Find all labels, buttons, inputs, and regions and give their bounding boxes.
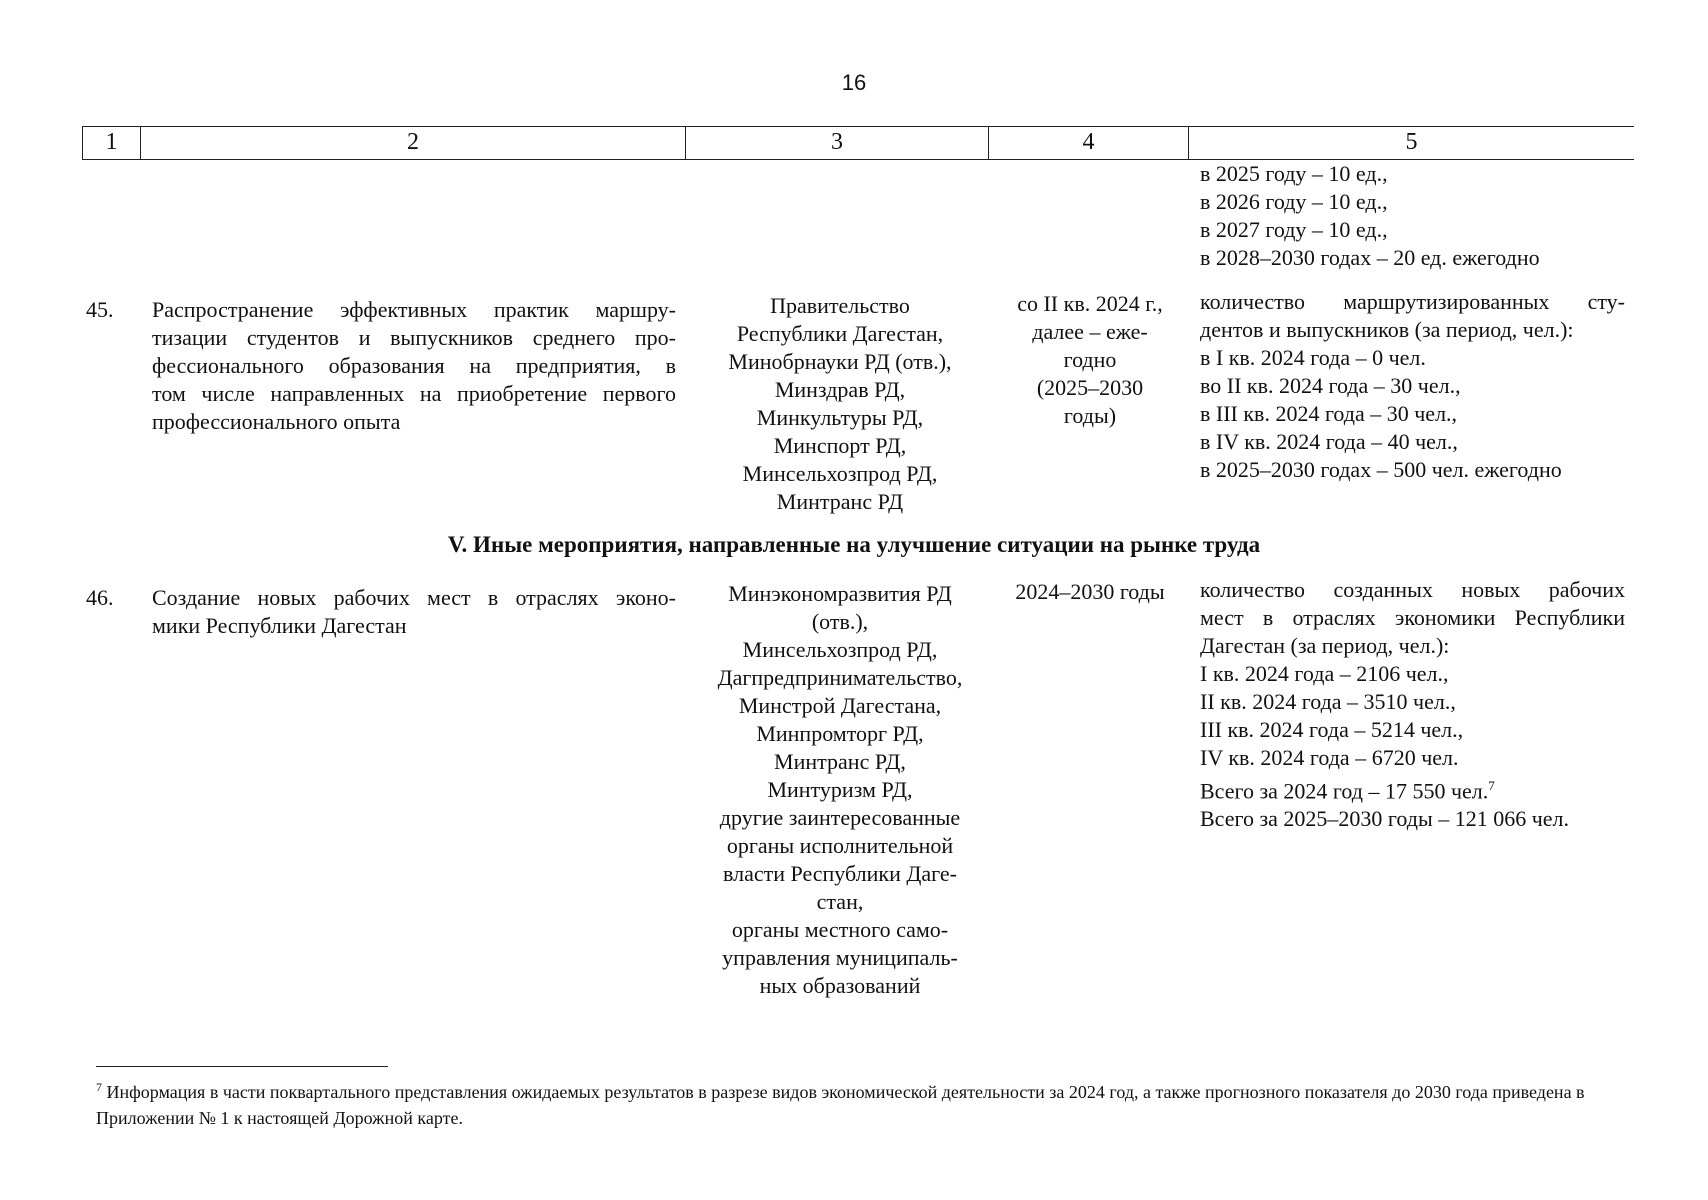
result-line: мест в отраслях экономики Республики (1200, 605, 1625, 630)
result-line: во II кв. 2024 года – 30 чел., (1200, 373, 1461, 398)
description-line: мики Республики Дагестан (152, 613, 407, 638)
term-line: 2024–2030 годы (1015, 579, 1165, 604)
result-line: количество маршрутизированных сту- (1200, 289, 1625, 314)
page-number: 16 (841, 70, 867, 95)
description-line: тизации студентов и выпускников среднего про- (152, 325, 676, 350)
total-2024-text: Всего за 2024 год – 17 550 чел. (1200, 778, 1489, 804)
responsible-line: власти Республики Даге- (723, 861, 957, 886)
footnote-mark: 7 (96, 1080, 102, 1094)
responsible-line: органы исполнительной (726, 833, 954, 858)
responsible-line: Минобрнауки РД (отв.), (728, 349, 952, 374)
description-line: том числе направленных на приобретение первого (152, 381, 676, 406)
responsible-line: ных образований (759, 973, 921, 998)
responsible-line: Республики Дагестан, (736, 321, 944, 346)
row-45-description (152, 296, 676, 436)
term-line: (2025–2030 (1036, 375, 1144, 400)
responsible-line: Минсельхозпрод РД, (742, 637, 938, 662)
responsible-line: Минтуризм РД, (767, 777, 913, 802)
header-col-5: 5 (1405, 129, 1418, 155)
row-46-number: 46. (86, 585, 114, 610)
result-line: количество созданных новых рабочих (1200, 577, 1625, 602)
row-46-description (152, 584, 676, 640)
responsible-line: Минсельхозпрод РД, (742, 461, 938, 486)
header-col-1: 1 (82, 127, 141, 159)
result-line: в I кв. 2024 года – 0 чел. (1200, 345, 1426, 370)
responsible-line: Минтранс РД, (774, 749, 906, 774)
footnote-divider (96, 1066, 388, 1067)
result-line: Всего за 2025–2030 годы – 121 066 чел. (1200, 806, 1570, 832)
result-line: в III кв. 2024 года – 30 чел., (1200, 401, 1458, 426)
responsible-line: Минкультуры РД, (756, 405, 924, 430)
responsible-line: Минздрав РД, (774, 377, 906, 402)
result-line: в 2028–2030 годах – 20 ед. ежегодно (1200, 245, 1540, 270)
description-line: фессионального образования на предприятия, в (152, 353, 676, 378)
header-col-4: 4 (989, 127, 1189, 159)
section-title: V. Иные мероприятия, направленные на улучшение ситуации на рынке труда (447, 532, 1261, 557)
description-line: профессионального опыта (152, 409, 401, 434)
result-line: в 2025–2030 годах – 500 чел. ежегодно (1200, 457, 1562, 482)
responsible-line: Минстрой Дагестана, (738, 693, 942, 718)
result-line: III кв. 2024 года – 5214 чел., (1200, 717, 1464, 742)
result-line: Дагестан (за период, чел.): (1200, 633, 1450, 658)
row-45-responsible (690, 292, 990, 516)
row-46-responsible (690, 580, 990, 1000)
responsible-line: Минэкономразвития РД (728, 581, 952, 606)
row-45-term (995, 290, 1185, 430)
responsible-line: управления муниципаль- (722, 945, 958, 970)
header-col-3: 3 (686, 127, 989, 159)
continuation-result (1200, 160, 1625, 272)
description-line: Распространение эффективных практик маршру- (152, 297, 676, 322)
responsible-line: Минтранс РД (776, 489, 904, 514)
result-line: дентов и выпускников (за период, чел.): (1200, 317, 1574, 342)
description-line: Создание новых рабочих мест в отраслях эконо- (152, 585, 676, 610)
responsible-line: другие заинтересованные (719, 805, 961, 830)
term-line: годы) (1063, 403, 1117, 428)
responsible-line: Минспорт РД, (773, 433, 907, 458)
footnote (96, 1074, 1636, 1131)
result-line: II кв. 2024 года – 3510 чел., (1200, 689, 1456, 714)
result-line: в 2025 году – 10 ед., (1200, 161, 1388, 186)
row-46-term (995, 578, 1185, 606)
table-header-row (82, 126, 1634, 160)
result-line: в 2027 году – 10 ед., (1200, 217, 1388, 242)
row-45-number: 45. (86, 297, 114, 322)
result-line: I кв. 2024 года – 2106 чел., (1200, 661, 1449, 686)
result-line: IV кв. 2024 года – 6720 чел. (1200, 745, 1459, 770)
responsible-line: Минпромторг РД, (756, 721, 924, 746)
footnote-reference[interactable]: 7 (1488, 778, 1495, 793)
result-line-total-2024 (1200, 772, 1625, 805)
term-line: годно (1063, 347, 1117, 372)
responsible-line: Правительство (770, 293, 910, 318)
header-col-2: 2 (141, 127, 686, 159)
responsible-line: Дагпредпринимательство, (717, 665, 963, 690)
term-line: далее – еже- (1032, 319, 1148, 344)
row-46-result (1200, 576, 1625, 833)
result-line: в IV кв. 2024 года – 40 чел., (1200, 429, 1458, 454)
footnote-text: Информация в части поквартального представления ожидаемых результатов в разрезе видов экономической деятельности за 2024 год, а также прогнозного показателя до 2030 года приведена в Приложении № 1 к настоящей Дорожной карте. (96, 1082, 1585, 1128)
result-line: в 2026 году – 10 ед., (1200, 189, 1388, 214)
responsible-line: органы местного само- (731, 917, 949, 942)
term-line: со II кв. 2024 г., (1017, 291, 1163, 316)
row-45-result (1200, 288, 1625, 484)
responsible-line: (отв.), (811, 609, 869, 634)
responsible-line: стан, (816, 889, 864, 914)
